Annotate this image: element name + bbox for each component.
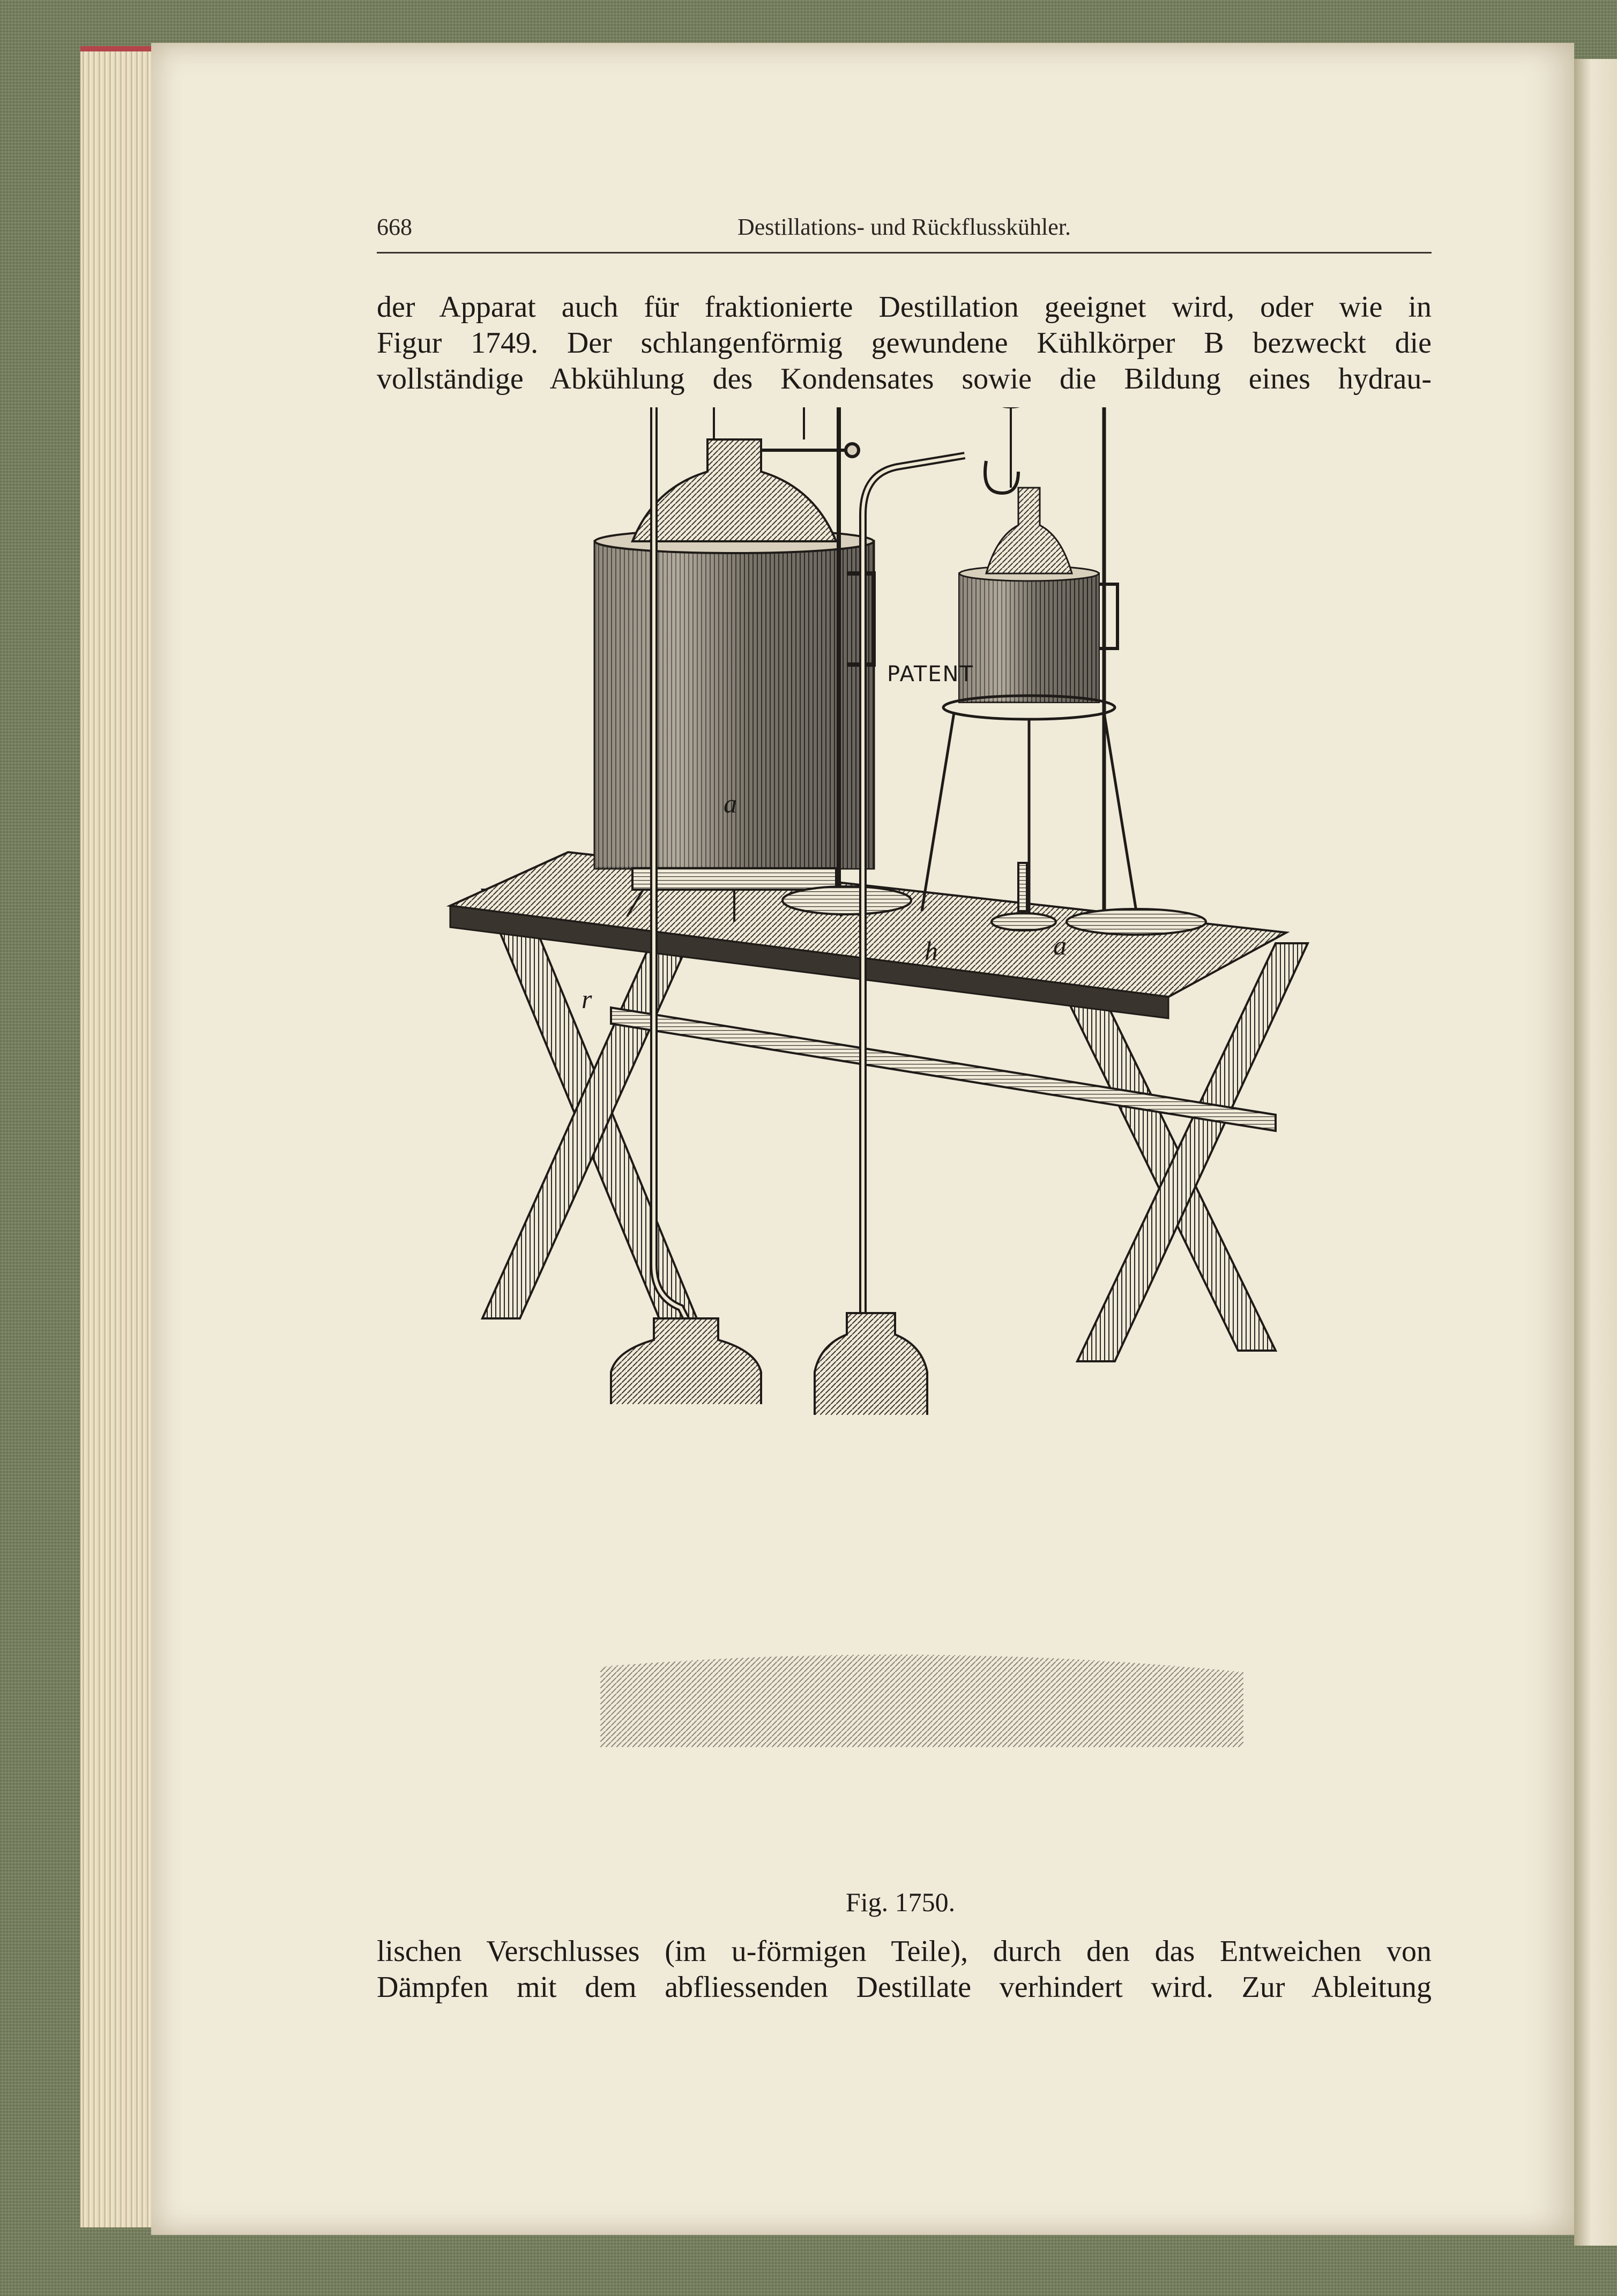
header-rule (377, 252, 1432, 254)
page-edges (80, 46, 155, 2227)
facing-page-edge (1574, 59, 1617, 2246)
figure-illustration (439, 407, 1404, 1881)
text-line: lischen Verschlusses (im u-förmigen Teile), durch den das Entweichen von (377, 1935, 1432, 1968)
running-title: Destillations- und Rückflusskühler. (737, 214, 1071, 240)
figure-caption: Fig. 1750. (845, 1887, 956, 1917)
text-line: der Apparat auch für fraktionierte Destillation geeignet wird, oder wie in (377, 290, 1432, 324)
text-line: vollständige Abkühlung des Kondensates sowie die Bildung eines hydrau- (377, 362, 1432, 396)
distillation-apparatus-drawing (439, 407, 1404, 1881)
figure-letter-h: h (925, 936, 938, 966)
paragraph-bottom (377, 1934, 1432, 2006)
page-number: 668 (377, 214, 412, 240)
figure-letter-r: r (582, 984, 592, 1014)
running-head (377, 213, 1432, 251)
text-line: Dämpfen mit dem abfliessenden Destillate verhindert wird. Zur Ableitung (377, 1971, 1432, 2004)
text-line: Figur 1749. Der schlangenförmig gewundene Kühlkörper B bezweckt die (377, 326, 1432, 360)
figure-letter-a: a (1053, 930, 1067, 960)
patent-label: PATENT (887, 662, 974, 687)
figure-letter-a: a (724, 788, 737, 818)
paragraph-top (377, 289, 1432, 397)
